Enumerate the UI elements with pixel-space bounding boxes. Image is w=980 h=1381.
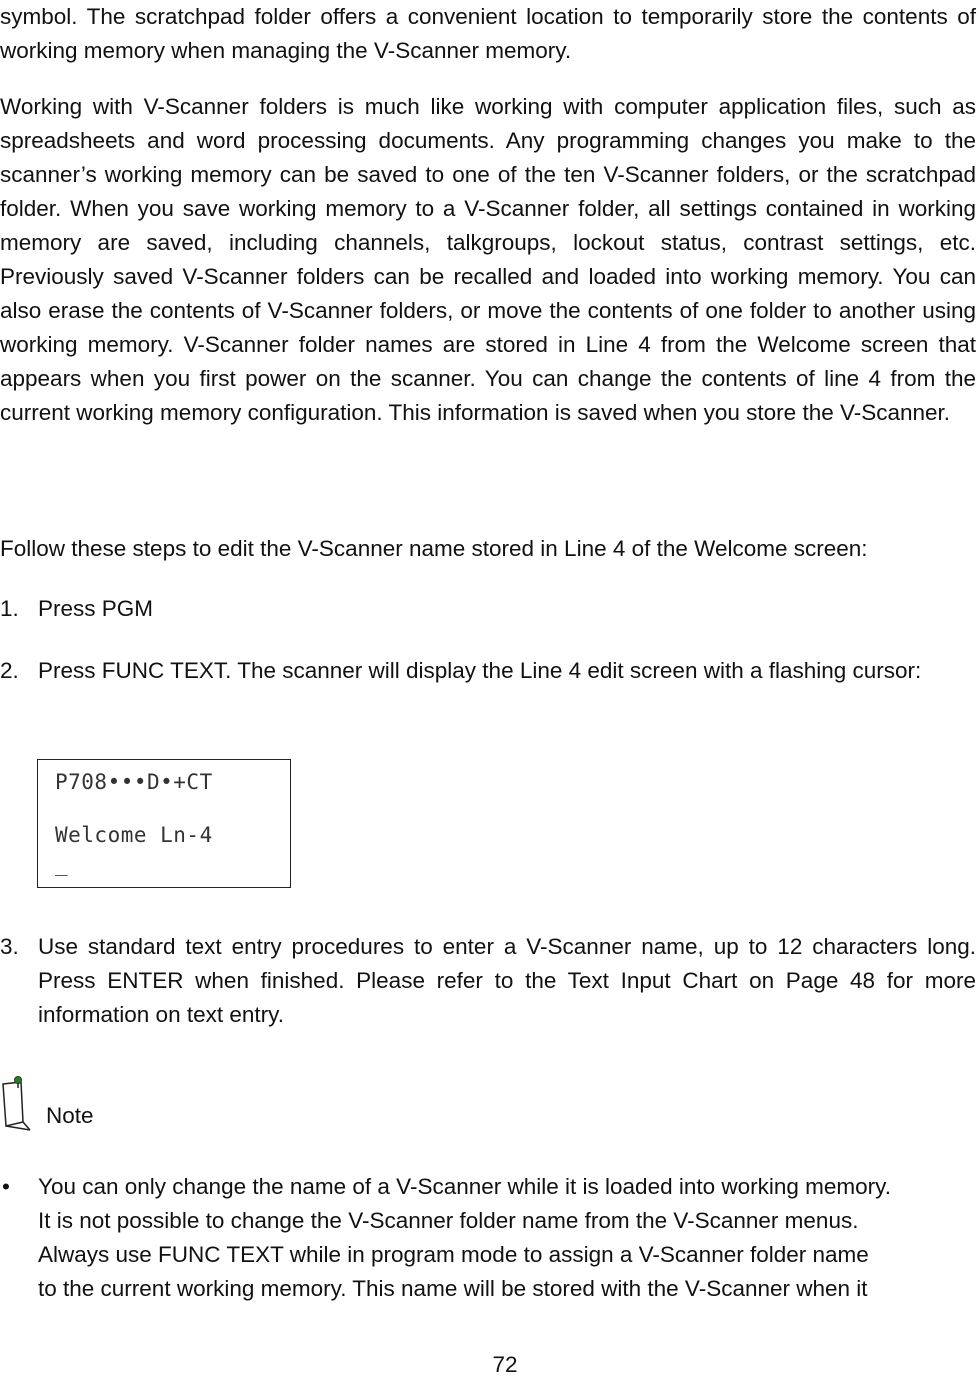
bullet-line: Always use FUNC TEXT while in program mode to assign a V-Scanner folder name	[38, 1242, 869, 1267]
page-number: 72	[492, 1352, 518, 1377]
step-number: 1.	[0, 596, 19, 621]
paragraph-steps-intro: Follow these steps to edit the V-Scanner name stored in Line 4 of the Welcome screen:	[0, 536, 868, 561]
lcd-line-2: Welcome Ln-4	[55, 823, 213, 847]
step-text: Use standard text entry procedures to enter a V-Scanner name, up to 12 characters long. Press ENTER when finished. Please refer to the Text Input Chart on Page 48 for more information on text entry.	[38, 934, 976, 1027]
lcd-line-1: P708•••D•+CT	[55, 770, 213, 794]
step-text: Press PGM	[38, 596, 154, 621]
step-number: 2.	[0, 658, 19, 683]
lcd-display	[37, 759, 291, 888]
step-number: 3.	[0, 934, 19, 959]
lcd-cursor: _	[55, 852, 69, 876]
bullet-line: You can only change the name of a V-Scanner while it is loaded into working memory.	[38, 1174, 891, 1199]
paragraph-folders: Working with V-Scanner folders is much like working with computer application files, such as spreadsheets and word processing documents. Any programming changes you make to the scanner’s working memory can be saved to one of the ten V-Scanner folders, or the scratchpad folder. When you save working memory to a V-Scanner folder, all settings contained in working memory are saved, including channels, talkgroups, lockout status, contrast settings, etc. Previously saved V-Scanner folders can be recalled and loaded into working memory. You can also erase the contents of V-Scanner folders, or move the contents of one folder to another using working memory. V-Scanner folder names are stored in Line 4 from the Welcome screen that appears when you first power on the scanner. You can change the contents of line 4 from the current working memory configuration. This information is saved when you store the V-Scanner.	[0, 94, 976, 425]
note-heading	[0, 1074, 200, 1134]
bullet-symbol: •	[2, 1174, 10, 1199]
bullet-line: to the current working memory. This name will be stored with the V-Scanner when it	[38, 1276, 868, 1301]
note-paper-icon	[0, 1074, 40, 1134]
bullet-line: It is not possible to change the V-Scanner folder name from the V-Scanner menus.	[38, 1208, 859, 1233]
bullet-text	[38, 1170, 978, 1306]
step-text: Press FUNC TEXT. The scanner will display the Line 4 edit screen with a flashing cursor:	[38, 658, 922, 683]
paragraph-scratchpad: symbol. The scratchpad folder offers a convenient location to temporarily store the contents of working memory when managing the V-Scanner memory.	[0, 4, 976, 63]
note-label: Note	[46, 1103, 94, 1128]
